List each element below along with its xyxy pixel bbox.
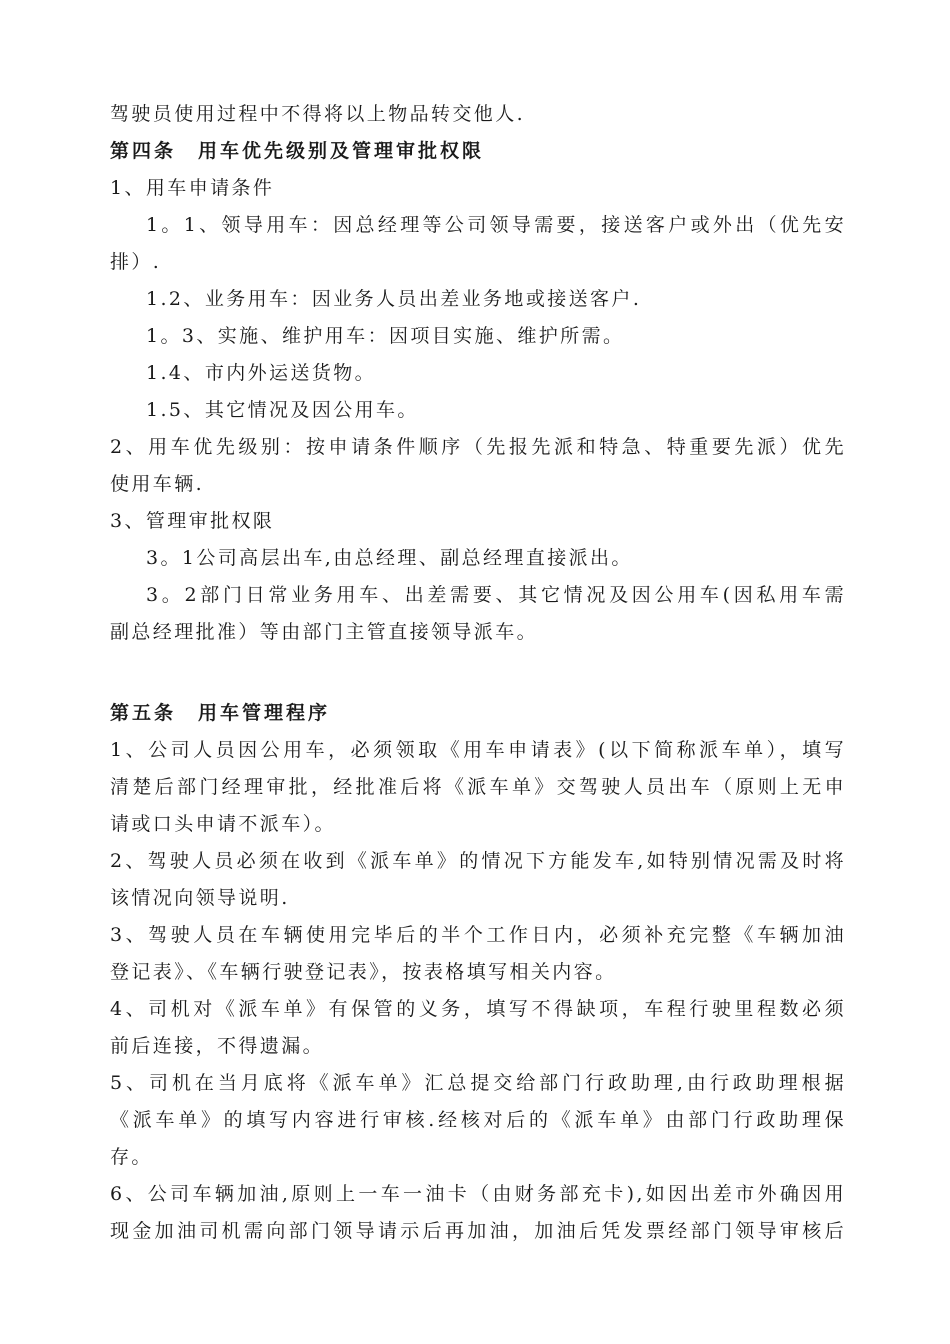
- text-line: 1、用车申请条件: [110, 177, 275, 199]
- text-line: 1.2、业务用车：因业务人员出差业务地或接送客户.: [146, 288, 642, 310]
- text-line: 请或口头申请不派车）。: [110, 813, 336, 835]
- text-line: 6、公司车辆加油,原则上一车一油卡（由财务部充卡),如因出差市外确因用: [110, 1183, 846, 1205]
- text-line: 5、司机在当月底将《派车单》汇总提交给部门行政助理,由行政助理根据: [110, 1072, 846, 1094]
- text-line: 3、驾驶人员在车辆使用完毕后的半个工作日内，必须补充完整《车辆加油: [110, 924, 846, 946]
- text-line: 存。: [110, 1146, 153, 1168]
- text-line: 《派车单》的填写内容进行审核.经核对后的《派车单》由部门行政助理保: [110, 1109, 846, 1131]
- text-line: 3。1公司高层出车,由总经理、副总经理直接派出。: [146, 547, 633, 569]
- text-line: 该情况向领导说明.: [110, 887, 290, 909]
- text-line: 登记表》、《车辆行驶登记表》，按表格填写相关内容。: [110, 961, 617, 983]
- text-line: 1.4、市内外运送货物。: [146, 362, 377, 384]
- text-line: 1.5、其它情况及因公用车。: [146, 399, 419, 421]
- text-line: 驾驶员使用过程中不得将以上物品转交他人.: [110, 103, 526, 125]
- text-line: 3、管理审批权限: [110, 510, 275, 532]
- paragraph-gap: [110, 651, 846, 695]
- text-line: 现金加油司机需向部门领导请示后再加油，加油后凭发票经部门领导审核后: [110, 1220, 846, 1242]
- text-line: 2、驾驶人员必须在收到《派车单》的情况下方能发车,如特别情况需及时将: [110, 850, 846, 872]
- text-line: 1。1、领导用车：因总经理等公司领导需要，接送客户或外出（优先安: [146, 214, 846, 236]
- text-line: 3。2部门日常业务用车、出差需要、其它情况及因公用车(因私用车需: [146, 584, 846, 606]
- text-line: 排）.: [110, 251, 162, 273]
- text-line: 1、公司人员因公用车，必须领取《用车申请表》(以下简称派车单），填写: [110, 739, 846, 761]
- text-line: 1。3、实施、维护用车：因项目实施、维护所需。: [146, 325, 625, 347]
- text-line: 2、用车优先级别：按申请条件顺序（先报先派和特急、特重要先派）优先: [110, 436, 846, 458]
- text-line: 副总经理批准）等由部门主管直接领导派车。: [110, 621, 539, 643]
- text-line: 清楚后部门经理审批，经批准后将《派车单》交驾驶人员出车（原则上无申: [110, 776, 846, 798]
- section-heading-article-5: 第五条 用车管理程序: [110, 702, 331, 724]
- section-heading-article-4: 第四条 用车优先级别及管理审批权限: [110, 140, 485, 162]
- text-line: 4、司机对《派车单》有保管的义务，填写不得缺项，车程行驶里程数必须: [110, 998, 846, 1020]
- text-line: 使用车辆.: [110, 473, 205, 495]
- text-line: 前后连接，不得遗漏。: [110, 1035, 325, 1057]
- document-page: [110, 96, 846, 1250]
